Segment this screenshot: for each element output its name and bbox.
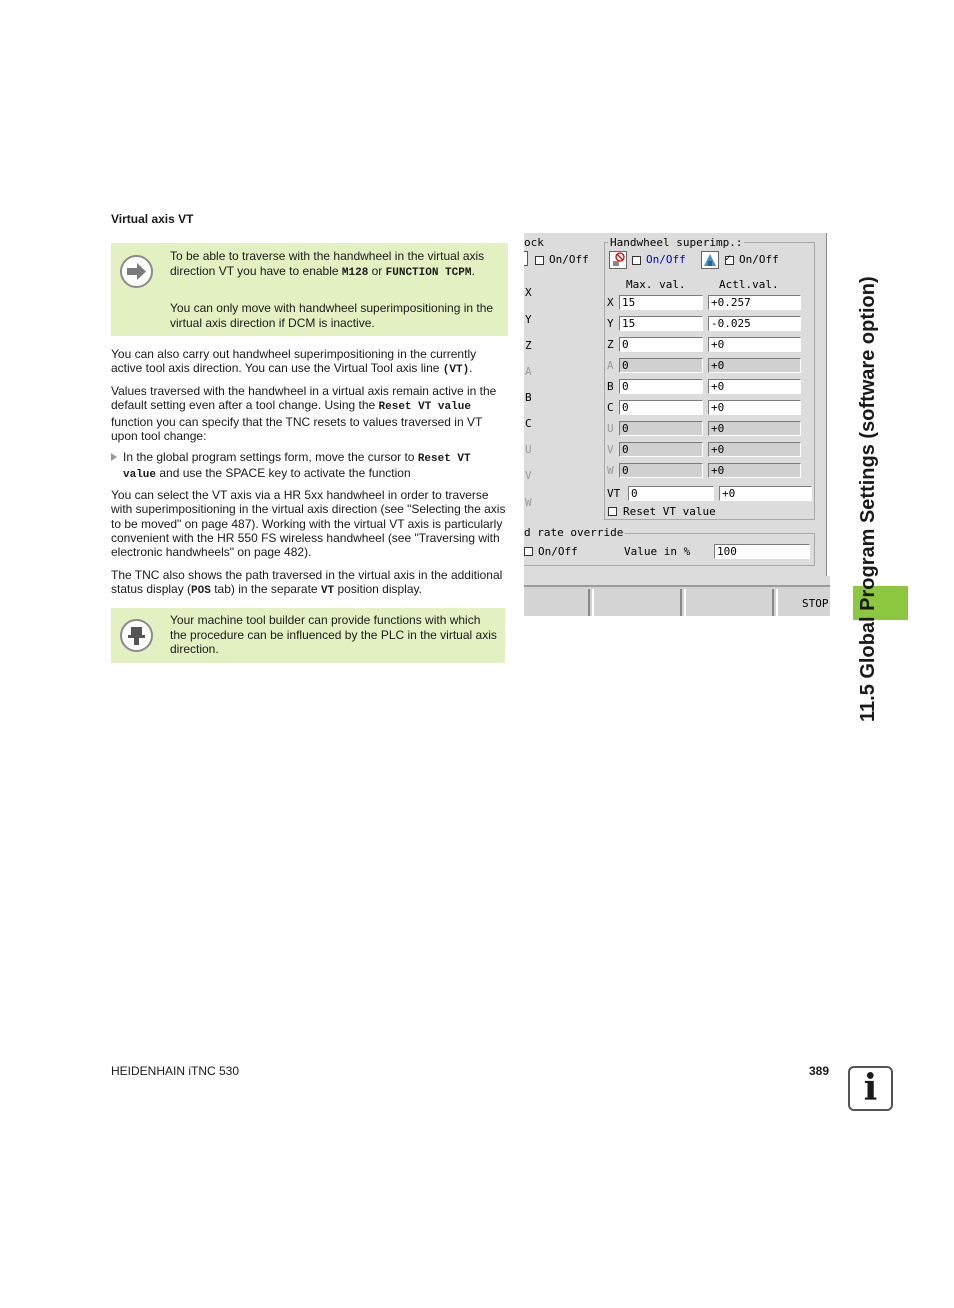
softkey-bar — [524, 585, 830, 616]
softkey-1[interactable] — [524, 589, 590, 616]
row-v-max: 0 — [619, 442, 703, 457]
left-axis-y: Y — [525, 313, 532, 326]
note1-text2: You can only move with handwheel superimpositioning in the virtual axis direction if DCM is inactive. — [170, 301, 494, 330]
row-w-label: W — [607, 464, 614, 477]
row-w-act: +0 — [708, 463, 801, 478]
vt-label: VT — [607, 487, 621, 500]
row-w-max: 0 — [619, 463, 703, 478]
scrollbar[interactable] — [826, 233, 830, 576]
softkey-stop-label: STOP — [802, 597, 829, 610]
row-u-act: +0 — [708, 421, 801, 436]
row-b-max[interactable]: 0 — [619, 379, 703, 394]
row-y-act[interactable]: -0.025 — [708, 316, 801, 331]
handwheel-crossed-icon — [609, 251, 627, 269]
lock-checkbox[interactable] — [535, 256, 544, 265]
row-v-act: +0 — [708, 442, 801, 457]
tnc-screenshot — [524, 233, 830, 616]
row-y-max[interactable]: 15 — [619, 316, 703, 331]
row-z-max[interactable]: 0 — [619, 337, 703, 352]
note-box-machine — [111, 608, 505, 663]
row-y-label: Y — [607, 317, 614, 330]
value-label: Value in % — [624, 545, 691, 558]
row-a-max: 0 — [619, 358, 703, 373]
hw-checkbox[interactable] — [725, 256, 734, 265]
row-c-max[interactable]: 0 — [619, 400, 703, 415]
row-x-label: X — [607, 296, 614, 309]
row-a-label: A — [607, 359, 614, 372]
reset-vt-checkbox[interactable] — [608, 507, 617, 516]
left-axis-a: A — [525, 365, 532, 378]
row-u-label: U — [607, 422, 614, 435]
feed-checkbox[interactable] — [524, 547, 533, 556]
paragraph-2: Values traversed with the handwheel in a virtual axis remain active in the default setting even after a tool change. Using the Reset VT value function you can specify that the TNC resets to values traversed in VT upon tool change: — [111, 384, 497, 443]
hw-onoff-label: On/Off — [739, 253, 779, 266]
vt-act-field[interactable]: +0 — [719, 486, 812, 501]
info-icon: i — [848, 1066, 893, 1111]
page-number: 389 — [809, 1064, 830, 1078]
value-field[interactable]: 100 — [714, 544, 810, 559]
row-c-act[interactable]: +0 — [708, 400, 801, 415]
row-b-act[interactable]: +0 — [708, 379, 801, 394]
note1-text1: To be able to traverse with the handwheel in the virtual axis direction VT you have to enable M128 or FUNCTION TCPM. — [170, 249, 485, 279]
chapter-title: 11.5 Global Program Settings (software option) — [857, 276, 879, 722]
left-axis-z: Z — [525, 339, 532, 352]
row-u-max: 0 — [619, 421, 703, 436]
paragraph-1: You can also carry out handwheel superimpositioning in the currently active tool axis direction. You can use the Virtual Tool axis line (VT). — [111, 347, 477, 377]
left-axis-b: B — [525, 391, 532, 404]
row-x-max[interactable]: 15 — [619, 295, 703, 310]
left-axis-w: W — [525, 496, 532, 509]
row-c-label: C — [607, 401, 614, 414]
lock-label: ock — [524, 236, 544, 249]
row-z-act[interactable]: +0 — [708, 337, 801, 352]
feed-onoff-label: On/Off — [538, 545, 578, 558]
col-max-header: Max. val. — [626, 278, 686, 291]
row-a-act: +0 — [708, 358, 801, 373]
note-box-arrow — [111, 243, 508, 336]
left-axis-x: X — [525, 286, 532, 299]
section-heading: Virtual axis VT — [111, 212, 194, 226]
left-axis-v: V — [525, 469, 532, 482]
row-b-label: B — [607, 380, 614, 393]
col-act-header: Actl.val. — [719, 278, 779, 291]
row-x-act[interactable]: +0.257 — [708, 295, 801, 310]
bullet-item: In the global program settings form, move the cursor to Reset VT value and use the SPACE key to activate the function — [111, 450, 507, 483]
reset-vt-label: Reset VT value — [623, 505, 716, 518]
handwheel-icon — [701, 251, 719, 269]
row-z-label: Z — [607, 338, 614, 351]
hw-onoff-blue-label: On/Off — [646, 253, 686, 266]
softkey-2[interactable] — [592, 589, 682, 616]
row-v-label: V — [607, 443, 614, 456]
footer-product: HEIDENHAIN iTNC 530 — [111, 1064, 240, 1078]
softkey-stop[interactable] — [776, 589, 830, 616]
machine-builder-icon — [120, 619, 153, 652]
handwheel-title: Handwheel superimp.: — [610, 236, 743, 249]
bullet-triangle-icon — [111, 453, 117, 461]
hw-blue-checkbox[interactable] — [632, 256, 641, 265]
arrow-right-icon — [120, 255, 153, 288]
left-axis-u: U — [525, 443, 532, 456]
feed-title: d rate override — [524, 526, 624, 539]
paragraph-5: The TNC also shows the path traversed in the virtual axis in the additional status display (POS tab) in the separate VT position display. — [111, 568, 503, 598]
vt-max-field[interactable]: 0 — [628, 486, 714, 501]
lock-onoff-label: On/Off — [549, 253, 589, 266]
note2-text: Your machine tool builder can provide functions with which the procedure can be influenced by the PLC in the virtual axis direction. — [170, 613, 497, 656]
softkey-3[interactable] — [684, 589, 774, 616]
left-axis-c: C — [525, 417, 532, 430]
lock-partial-icon — [524, 251, 528, 266]
paragraph-4: You can select the VT axis via a HR 5xx handwheel in order to traverse with superimpositioning in the virtual axis direction (see "Selecting the axis to be moved" on page 487). Working with the virtual VT axis is particularly convenient with the HR 550 FS wireless handwheel (see "Traversing with electronic handwheels" on page 482). — [111, 488, 506, 560]
